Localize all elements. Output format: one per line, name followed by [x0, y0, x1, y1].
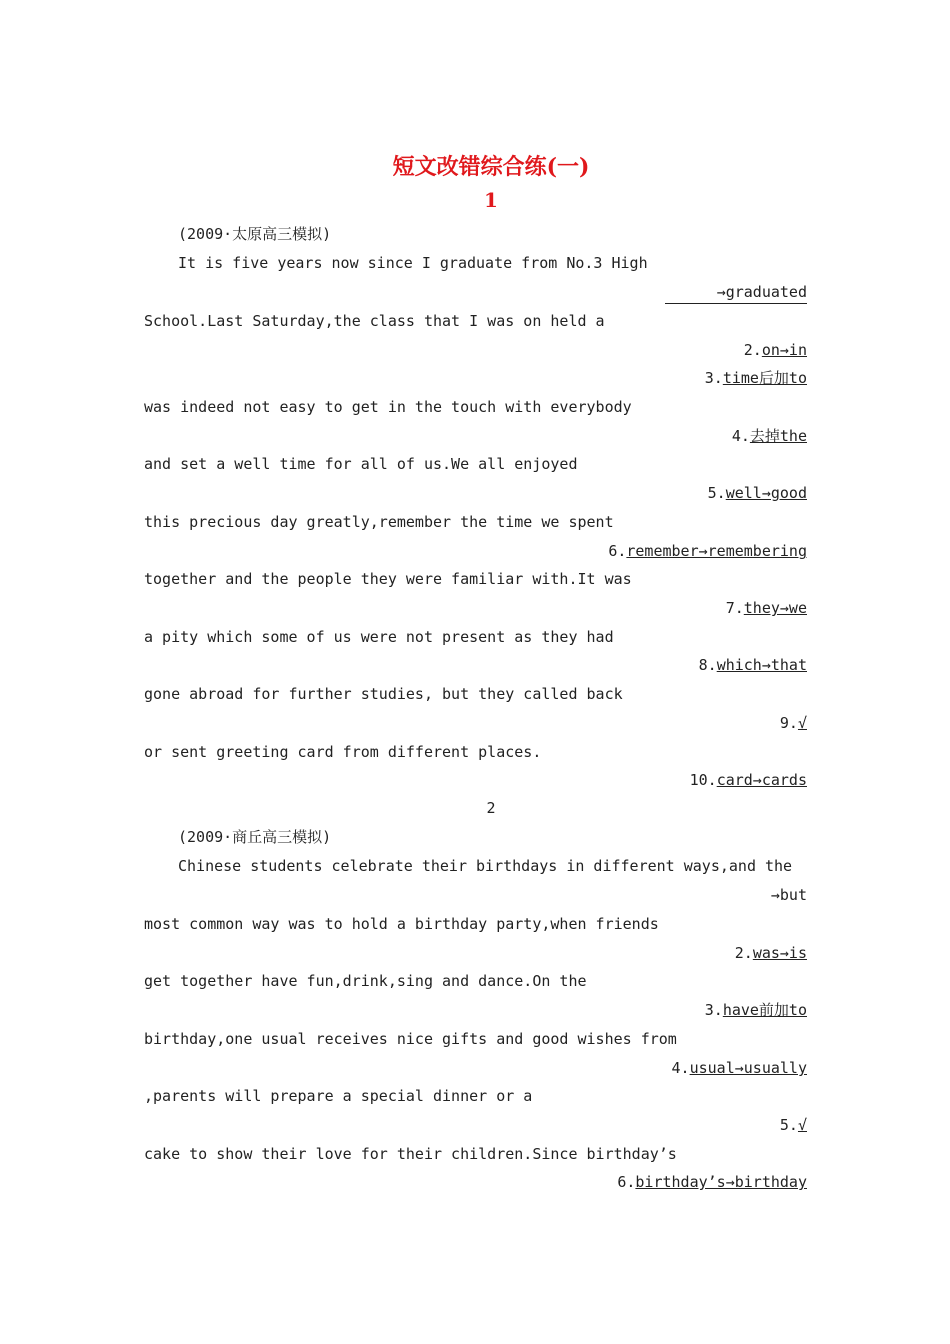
answer-underline — [665, 303, 807, 304]
passage-2-line: most common way was to hold a birthday party,when friends — [144, 915, 659, 933]
document-title: 短文改错综合练(一) — [392, 154, 590, 180]
passage-1-number: 1 — [484, 188, 498, 212]
passage-1-answer: 2.on→in — [743, 341, 807, 359]
passage-1-answer: 5.well→good — [707, 484, 807, 502]
passage-2-source: (2009·商丘高三模拟) — [178, 828, 332, 846]
passage-1-answer: 3.time后加to — [704, 369, 807, 387]
passage-2-answer: 4.usual→usually — [671, 1059, 807, 1077]
passage-1-answer: →graduated — [716, 283, 807, 301]
passage-2-line: get together have fun,drink,sing and dance.On the — [144, 972, 587, 990]
passage-1-line: and set a well time for all of us.We all enjoyed — [144, 455, 578, 473]
passage-2-line: ,parents will prepare a special dinner or a — [144, 1087, 533, 1105]
passage-1-answer: 8.which→that — [698, 656, 807, 674]
passage-1-line: It is five years now since I graduate from No.3 High — [178, 254, 648, 272]
passage-2-answer: 2.was→is — [734, 944, 807, 962]
passage-1-line: this precious day greatly,remember the time we spent — [144, 513, 614, 531]
passage-2-number: 2 — [486, 799, 496, 817]
passage-1-line: together and the people they were familiar with.It was — [144, 570, 632, 588]
passage-1-line: School.Last Saturday,the class that I was on held a — [144, 312, 605, 330]
passage-1-line: gone abroad for further studies, but they called back — [144, 685, 623, 703]
passage-1-line: a pity which some of us were not present as they had — [144, 628, 614, 646]
passage-2-answer: →but — [770, 886, 807, 904]
passage-2-answer: 5.√ — [779, 1116, 807, 1134]
passage-1-source: (2009·太原高三模拟) — [178, 225, 332, 243]
passage-2-answer: 6.birthday’s→birthday — [617, 1173, 807, 1191]
passage-2-line: birthday,one usual receives nice gifts and good wishes from — [144, 1030, 677, 1048]
passage-1-answer: 6.remember→remembering — [608, 542, 807, 560]
passage-2-line: cake to show their love for their children.Since birthday’s — [144, 1145, 677, 1163]
passage-1-answer: 4.去掉the — [731, 427, 807, 445]
passage-2-answer: 3.have前加to — [704, 1001, 807, 1019]
passage-1-line: was indeed not easy to get in the touch with everybody — [144, 398, 632, 416]
passage-1-answer: 7.they→we — [725, 599, 807, 617]
passage-1-answer: 10.card→cards — [689, 771, 807, 789]
passage-1-line: or sent greeting card from different places. — [144, 743, 542, 761]
passage-1-answer: 9.√ — [779, 714, 807, 732]
passage-2-line: Chinese students celebrate their birthdays in different ways,and the — [178, 857, 793, 875]
